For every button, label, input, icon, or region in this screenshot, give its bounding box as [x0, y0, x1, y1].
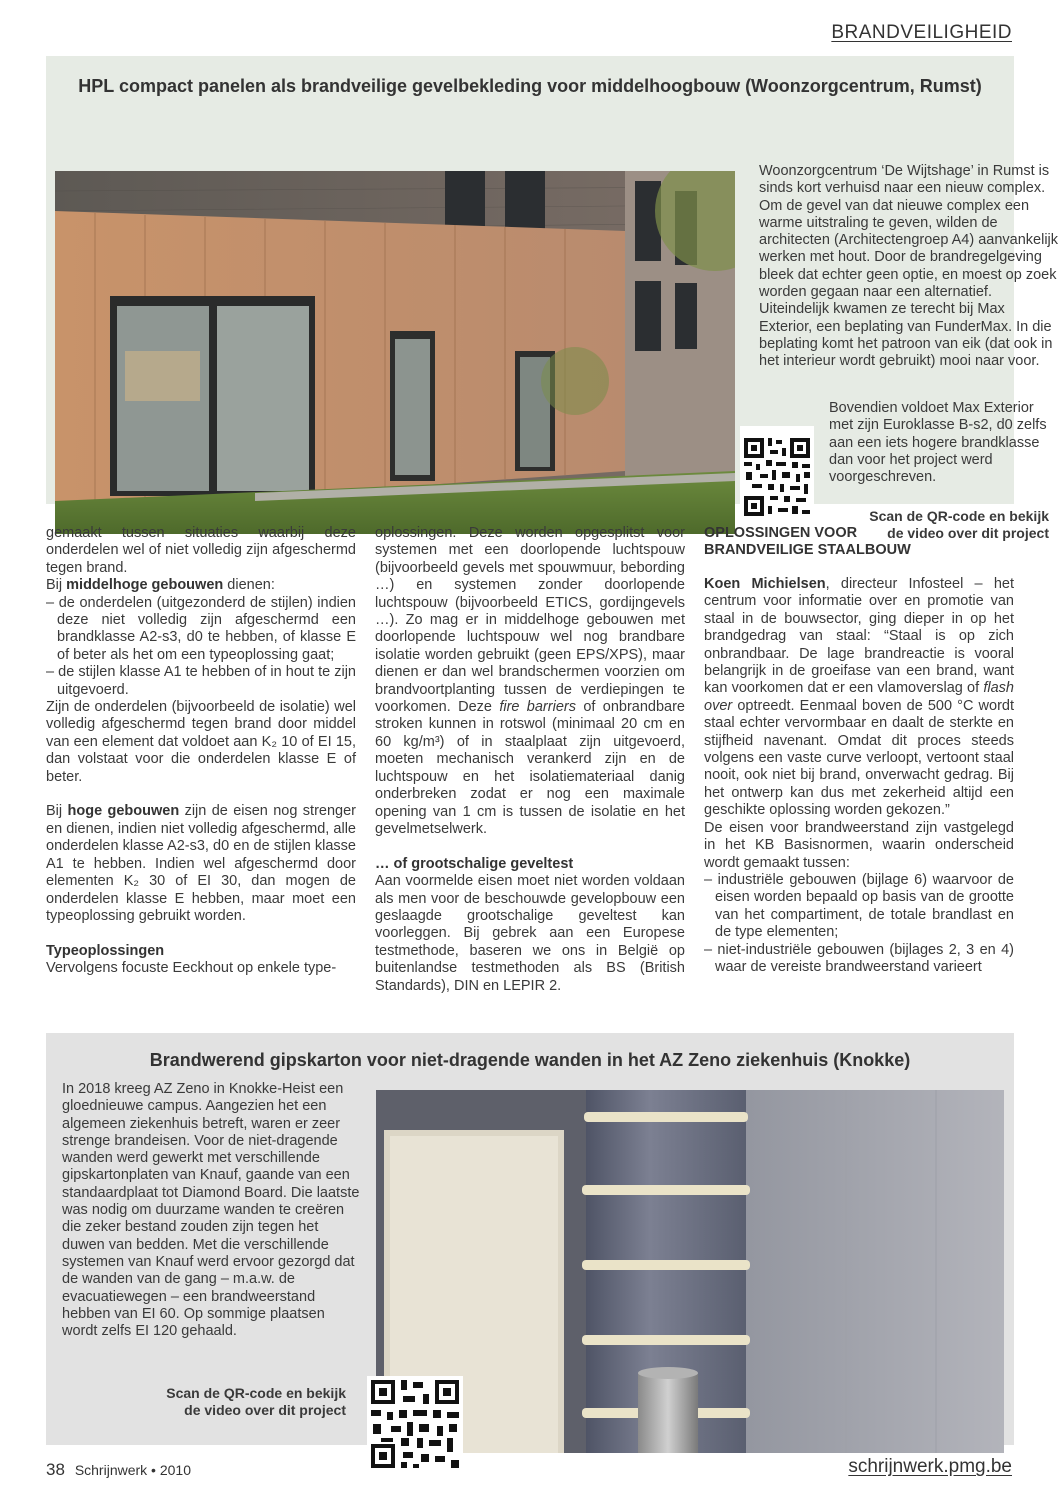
paragraph: Vervolgens focuste Eeckhout op enkele type-	[46, 960, 337, 977]
facade-photo	[55, 171, 735, 534]
drywall-photo	[376, 1090, 1004, 1453]
project-box-rumst	[46, 56, 1058, 541]
paragraph: De eisen voor brandweerstand zijn vastgelegd in het KB Basisnormen, waarin onderscheid wordt gemaakt tussen:	[704, 819, 1014, 871]
list-item: – de stijlen klasse A1 te hebben of in hout te zijn uitgevoerd.	[46, 664, 356, 698]
box-title: Brandwerend gipskarton voor niet-dragende wanden in het AZ Zeno ziekenhuis (Knokke)	[149, 1050, 911, 1070]
emphasis: Koen Michielsen	[704, 576, 826, 592]
list-item: – industriële gebouwen (bijlage 6) waarvoor de eisen worden bepaald op basis van de grootte van het compartiment, de totale brandlast en de type elementen;	[704, 871, 1014, 941]
qr-code-icon[interactable]	[367, 1376, 463, 1472]
article-column-1	[46, 525, 356, 978]
subheading: Typeoplossingen	[46, 942, 165, 959]
box-body-text: Woonzorgcentrum ‘De Wijtshage’ in Rumst is sinds kort verhuisd naar een nieuw complex. Om de gevel van dat nieuwe complex een warme uitstraling te geven, wilden de architecten (Architectengroep A4) aanvankelijk werken met hout. Door de brandregelgeving bleek dat echter geen optie, en moest op zoek worden gegaan naar een alternatief. Uiteindelijk kwamen ze terecht bij Max Exterior, een beplating van FunderMax. In die beplating komt het patroon van eik (dat ook in het interieur wordt gebruikt) mooi naar voor.	[759, 163, 1058, 370]
section-heading: OPLOSSINGEN VOOR BRANDVEILIGE STAALBOUW	[704, 525, 911, 558]
qr-code-icon[interactable]	[740, 426, 814, 522]
emphasis: fire barriers	[499, 699, 576, 716]
paragraph: oplossingen. Deze worden opgesplitst voor systemen met een doorlopende luchtspouw (bijvoorbeeld gevels met spouwmuur, bebording …) en systemen zonder doorlopende luchtspouw (bijvoorbeeld ETICS, gordijngevels …). Zo mag er in middelhoge gebouwen met doorlopende luchtspouw wel nog brandbare isolatie worden gebruikt (geen EPS/XPS), maar dienen er dan wel brandschermen voorzien om brandvoortplanting tussen de verdiepingen te voorkomen. Deze fire barriers of onbrandbare stroken kunnen in rotswol (minimaal 20 cm en 60 kg/m³) of in staalplaat zijn uitgevoerd, moeten mechanisch verankerd zijn en de luchtspouw en het isolatiemateriaal danig onderbreken zodat er nog een maximale opening van 1 cm is tussen de isolatie en het gevelmetselwerk.	[375, 525, 685, 837]
page-number: 38	[46, 1460, 65, 1479]
qr-caption-line: Scan de QR-code en bekijk	[869, 508, 1049, 524]
emphasis: hoge gebouwen	[67, 803, 180, 820]
paragraph: gemaakt tussen situaties waarbij deze onderdelen wel of niet volledig zijn afgeschermd tegen brand.	[46, 525, 356, 576]
list-item: – de onderdelen (uitgezonderd de stijlen) indien deze niet volledig zijn afgeschermd een brandklasse A2-s3, d0 te hebben, of klasse E of beter als het om een typeoplossing gaat;	[46, 594, 356, 663]
box-title: HPL compact panelen als brandveilige gevelbekleding voor middelhoogbouw (Woonzorgcentrum, Rumst)	[78, 76, 982, 96]
paragraph: Bij hoge gebouwen zijn de eisen nog strenger en dienen, indien niet volledig afgeschermd, alle onderdelen klasse A2-s3, d0 en de stijlen klasse A1 te hebben. Indien wel afgeschermd door elementen K₂ 30 of EI 30, dan mogen de onderdelen klasse E hebben, maar moet een typeoplossing gebruikt worden.	[46, 803, 356, 924]
subheading: … of grootschalige geveltest	[375, 855, 574, 872]
emphasis: middelhoge gebouwen	[66, 577, 224, 594]
publication-name: Schrijnwerk • 2010	[74, 1462, 191, 1478]
box-body-text: In 2018 kreeg AZ Zeno in Knokke-Heist een gloednieuwe campus. Aangezien het een algemeen ziekenhuis betreft, waren er zeer strenge brandeisen. Voor de niet-dragende wanden werd gewerkt met verschillende gipskartonplaten van Knauf, gaande van een standaardplaat tot Diamond Board. Die laatste was nodig om duurzame wanden te creëren die zeker bestand zouden zijn tegen het duwen van bedden. Met die verschillende systemen van Knauf werd ervoor gezorgd dat de wanden van de gang – m.a.w. de evacuatiewegen – een brandweerstand hebben van EI 60. Op sommige plaatsen wordt zelfs EI 120 gehaald.	[62, 1081, 360, 1340]
paragraph: Aan voormelde eisen moet niet worden voldaan als men voor de beschouwde gevelopbouw een geslaagde grootschalige geveltest kan voorleggen. Bij gebrek aan een Europese testmethode, baseren we ons in België op buitenlandse testmethoden als BS (British Standards), DIN en LEPIR 2.	[375, 873, 685, 994]
section-label: BRANDVEILIGHEID	[831, 22, 1012, 43]
paragraph: Bij middelhoge gebouwen dienen:	[46, 577, 275, 594]
box-body-text-continued: Bovendien voldoet Max Exterior met zijn Euroklasse B-s2, d0 zelfs aan een iets hogere brandklasse dan voor het project werd voorgeschreven.	[829, 400, 1047, 486]
qr-caption-line: de video over dit project	[184, 1402, 346, 1418]
qr-caption	[106, 1385, 346, 1419]
website-link[interactable]: schrijnwerk.pmg.be	[848, 1456, 1012, 1477]
article-column-2	[375, 525, 685, 995]
qr-caption-line: Scan de QR-code en bekijk	[166, 1385, 346, 1401]
list-item: – niet-industriële gebouwen (bijlages 2, 3 en 4) waar de vereiste brandweerstand varieert	[704, 941, 1014, 975]
article-column-3	[704, 525, 1014, 976]
page-footer	[46, 1460, 191, 1480]
paragraph: Zijn de onderdelen (bijvoorbeeld de isolatie) wel volledig afgeschermd tegen brand door middel van een element dat voldoet aan K₂ 10 of EI 15, dan volstaat voor die onderdelen klasse E of beter.	[46, 699, 356, 785]
emphasis: flash over	[704, 680, 1014, 714]
paragraph: Koen Michielsen, directeur Infosteel – het centrum voor informatie over en promotie van staal in de bouwsector, ging dieper in op het brandgedrag van staal: “Staal is op zich onbrandbaar. De lage brandreactie is vooral belangrijk in de groeifase van een brand, want kan voorkomen dat er een vlamoverslag of flash over optreedt. Eenmaal boven de 500 °C wordt staal echter vervormbaar en daalt de sterkte en stijfheid navenant. Omdat dit proces steeds volgens een vaste curve verloopt, vertoont staal nooit, ook niet bij brand, onverwacht gedrag. Bij het ontwerp kan dus met zekerheid altijd een geschikte oplossing worden gekozen.”	[704, 576, 1015, 819]
qr-caption-line: de video over dit project	[887, 525, 1049, 541]
project-box-knokke	[46, 1033, 1014, 1445]
